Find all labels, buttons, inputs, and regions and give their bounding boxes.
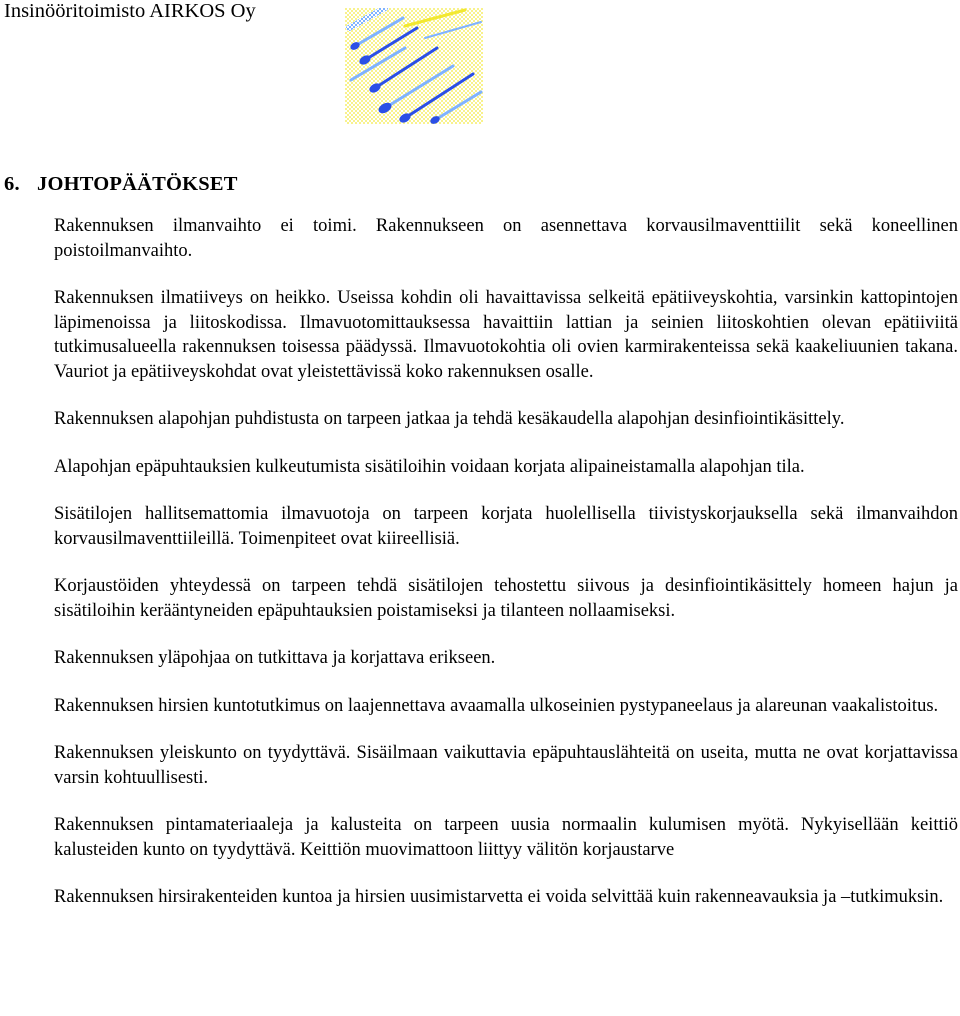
- paragraph: Rakennuksen ilmanvaihto ei toimi. Rakennukseen on asennettava korvausilmaventtiilit sekä koneellinen poistoilmanvaihto.: [54, 216, 958, 261]
- paragraph: Alapohjan epäpuhtauksien kulkeutumista sisätiloihin voidaan korjata alipaineistamalla alapohjan tila.: [54, 456, 805, 477]
- paragraph: Rakennuksen alapohjan puhdistusta on tarpeen jatkaa ja tehdä kesäkaudella alapohjan desinfiointikäsittely.: [54, 409, 845, 429]
- paragraph: Rakennuksen hirsien kuntotutkimus on laajennettava avaamalla ulkoseinien pystypaneelaus ja alareunan vaakalistoitus.: [54, 695, 939, 716]
- paragraph: Sisätilojen hallitsemattomia ilmavuotoja on tarpeen korjata huolellisella tiivistyskorjauksella sekä ilmanvaihdon korvausilmaventtiileillä. Toimenpiteet ovat kiireellisiä.: [54, 504, 958, 549]
- paragraph: Rakennuksen yläpohjaa on tutkittava ja korjattava erikseen.: [54, 648, 496, 668]
- section-title: JOHTOPÄÄTÖKSET: [37, 173, 238, 195]
- section-heading: [4, 172, 238, 196]
- conclusions-body: [54, 214, 958, 910]
- paragraph: Rakennuksen hirsirakenteiden kuntoa ja hirsien uusimistarvetta ei voida selvittää kuin rakenneavauksia ja –tutkimuksin.: [54, 887, 944, 907]
- paragraph: Rakennuksen pintamateriaaleja ja kalusteita on tarpeen uusia normaalin kulumisen myötä. Nykyisellään keittiö kalusteiden kunto on tyydyttävä. Keittiön muovimattoon liittyy välitön korjaustarve: [54, 815, 958, 860]
- paragraph: Korjaustöiden yhteydessä on tarpeen tehdä sisätilojen tehostettu siivous ja desinfiointikäsittely homeen hajun ja sisätiloihin kerääntyneiden epäpuhtauksien poistamiseksi ja tilanteen nollaamiseksi.: [54, 576, 958, 621]
- comet-streaks-logo-icon: [345, 8, 483, 124]
- section-number: 6.: [4, 173, 20, 195]
- paragraph: Rakennuksen ilmatiiveys on heikko. Useissa kohdin oli havaittavissa selkeitä epätiiveyskohtia, varsinkin kattopintojen läpimenoissa ja liitoskodissa. Ilmavuotomittauksessa havaittiin lattian ja seinien liitoskohtien olevan epätiiviitä tutkimusalueella rakennuksen toisessa päädyssä. Ilmavuotokohtia oli ovien karmirakenteissa sekä kaakeliuunien takana. Vauriot ja epätiiveyskohdat ovat yleistettävissä koko rakennuksen osalle.: [54, 288, 958, 382]
- company-name: Insinööritoimisto AIRKOS Oy: [4, 0, 256, 22]
- paragraph: Rakennuksen yleiskunto on tyydyttävä. Sisäilmaan vaikuttavia epäpuhtauslähteitä on useita, mutta ne ovat korjattavissa varsin kohtuullisesti.: [54, 743, 958, 788]
